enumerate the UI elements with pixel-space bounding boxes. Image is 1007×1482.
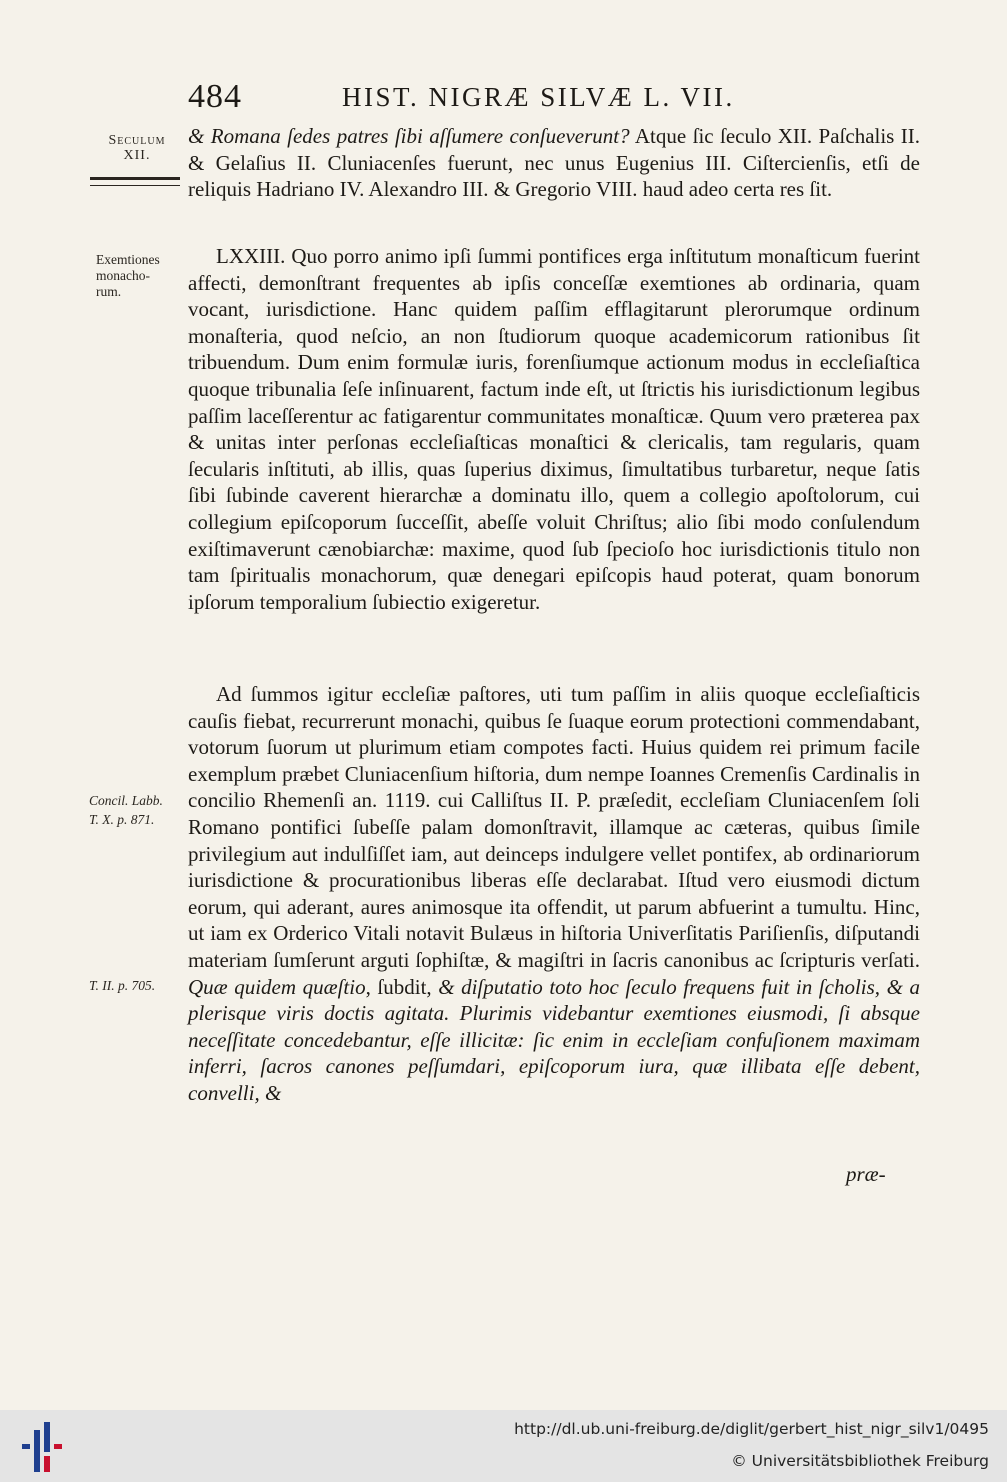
page-header <box>0 78 1007 118</box>
paragraph-1 <box>188 123 920 203</box>
margin-note-exemtiones <box>96 252 186 300</box>
paragraph-1-italic: & Romana ſedes patres ſibi aſſumere conſueverunt? <box>188 124 630 148</box>
margin-concil-line2: T. X. p. 871. <box>89 812 155 827</box>
margin-note-seculum <box>93 133 181 163</box>
margin-seculum-number: XII. <box>123 148 151 163</box>
margin-concil-line1: Concil. Labb. <box>89 793 163 808</box>
copyright-notice: © Universitätsbibliothek Freiburg <box>731 1452 989 1470</box>
margin-note-t2: T. II. p. 705. <box>89 978 156 993</box>
margin-rule <box>90 177 180 186</box>
paragraph-1-text: Atque ſic ſeculo XII. Paſchalis II. & Gelaſius II. Cluniacenſes fuerunt, nec unus Eugenius III. Ciſtercienſis, etſi de reliquis Hadriano IV. Alexandro III. & Gregorio VIII. haud adeo certa res ſit. <box>188 124 920 202</box>
catchword: præ- <box>846 1162 886 1186</box>
paragraph-3-italic-1: Quæ quidem quæſtio <box>188 974 366 999</box>
paragraph-3-text: Ad ſummos igitur eccleſiæ paſtores, uti tum paſſim in aliis quoque eccleſiaſticis cauſis fiebat, recurrerunt monachi, quibus ſe ſuaque eorum protectioni commendabant, votorum ſuorum ut plurimum etiam compotes facti. Huius quidem rei primum facile exemplum præbet Cluniacenſium hiſtoria, dum nempe Ioannes Cremenſis Cardinalis in concilio Rhemenſi an. 1119. cui Calliſtus II. P. præſedit, eccleſiam Cluniacenſem ſoli Romano pontifici ſubeſſe palam domonſtravit, illamque ac cæteras, quibus ſimile privilegium aut indulſiſſet iam, aut deinceps indulgere vellet pontifex, ab ordinariorum iurisdictione & procurationibus liberas eſſe declarabat. Iſtud vero eiusmodi dictum eorum, qui aderant, aures animosque ita offendit, ut parum abfuerint a tumultu. Hinc, ut iam ex Orderico Vitali notavit Bulæus in hiſtoria Univerſitatis Pariſienſis, diſputandi materiam ſumſerunt arguti ſophiſtæ, & magiſtri in ſacris canonibus ac ſcripturis verſati. <box>188 682 920 972</box>
permalink-url[interactable]: http://dl.ub.uni-freiburg.de/diglit/gerbert_hist_nigr_silv1/0495 <box>514 1420 989 1438</box>
ub-freiburg-logo-icon <box>22 1422 64 1472</box>
paragraph-3 <box>188 681 920 1107</box>
paragraph-3-italic-2: & diſputatio toto hoc ſeculo frequens fuit in ſcholis, & a plerisque viris doctis agitata. Plurimis videbantur exemtiones eiusmodi, ſi absque neceſſitate concedebantur, eſſe illicitæ: ſic enim in eccleſiam confuſionem maximam inferri, ſacros canones peſſumdari, epiſcoporum iura, quæ illibata eſſe debent, convelli, & <box>188 974 920 1105</box>
page-number: 484 <box>188 78 242 115</box>
running-title: HIST. NIGRÆ SILVÆ L. VII. <box>342 82 735 112</box>
margin-exemtiones-line2: monacho- <box>96 268 150 283</box>
paragraph-2: LXXIII. Quo porro animo ipſi ſummi pontifices erga inſtitutum monaſticum fuerint affecti, demonſtrant frequentes ab ipſis conceſſæ exemtiones ab ordinaria, quam vocant, iurisdictione. Hanc quidem paſſim efflagitarunt plerorumque ordinum monaſteria, quod neſcio, an non ſtudiorum quoque academicorum rationibus ſit tribuendum. Dum enim formulæ iuris, forenſiumque actionum modus in eccleſiaſtica quoque tribunalia ſeſe inſinuarent, factum inde eſt, ut ſtrictis his iurisdictionum legibus paſſim laceſſerentur ac fatigarentur communitates monaſticæ. Quum vero præterea pax & unitas inter perſonas eccleſiaſticas monaſtici & clericalis, tam regularis, quam ſecularis inſtituti, ab illis, quas ſuperius diximus, ſimultatibus turbaretur, neque ſatis ſibi ſubinde caverent hierarchæ a dominatu illo, quem a collegio apoſtolorum, cui collegium epiſcoporum ſucceſſit, abeſſe voluit Chriſtus; alio ſibi modo conſulendum exiſtimaverunt cænobiarchæ: maxime, quod ſub ſpecioſo hoc iurisdictionis titulo non tam ſpiritualis monachorum, quæ denegari epiſcopis haud poterat, quam bonorum ipſorum temporalium ſubiectio exigeretur. <box>188 244 920 614</box>
margin-exemtiones-line3: rum. <box>96 284 122 299</box>
margin-exemtiones-line1: Exemtiones <box>96 252 160 267</box>
margin-note-concil <box>89 791 181 829</box>
margin-seculum-label: Seculum <box>108 133 166 148</box>
footer-bar <box>0 1410 1007 1482</box>
paragraph-3-mid: , ſubdit, <box>365 974 439 999</box>
